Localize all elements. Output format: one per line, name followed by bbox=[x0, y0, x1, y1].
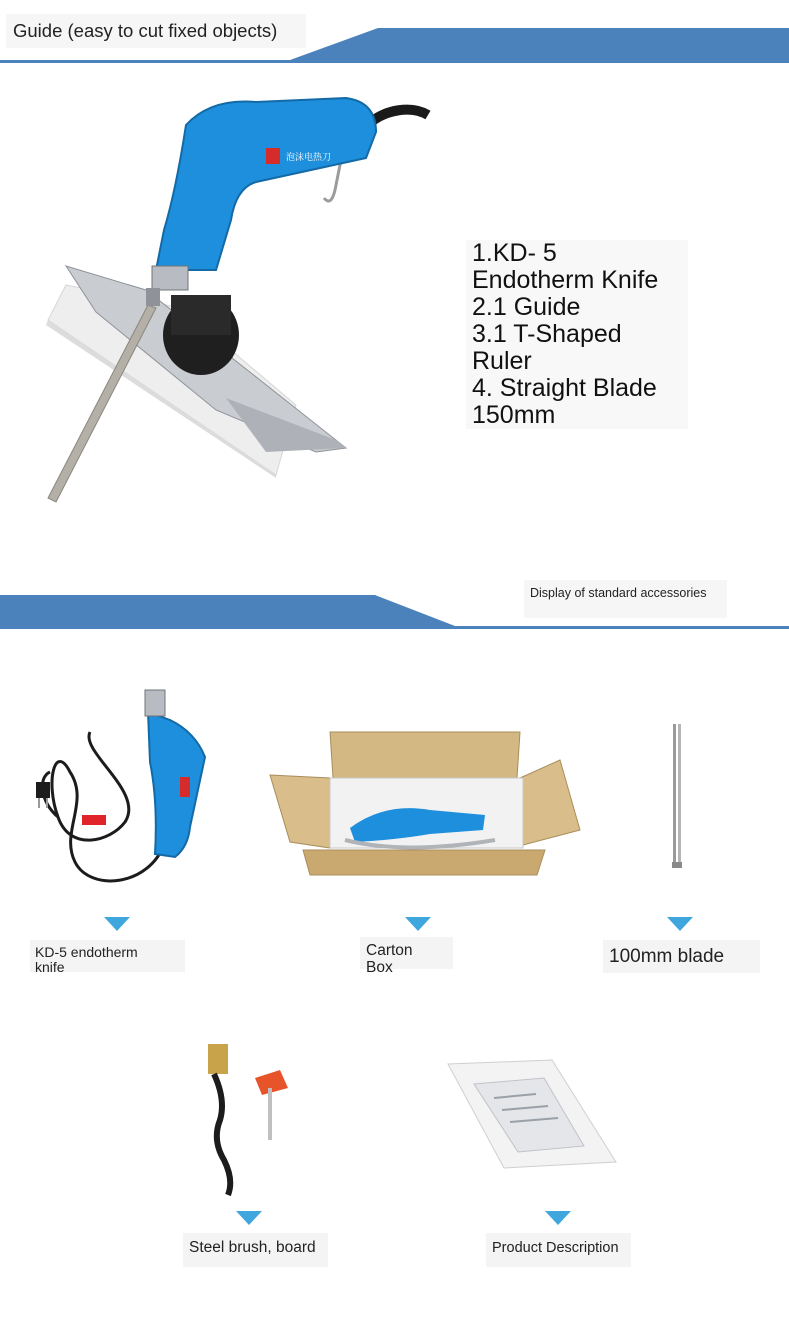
kit-item-line: Ruler bbox=[472, 347, 532, 375]
hot-knife-with-cord-image bbox=[30, 682, 220, 902]
down-arrow-icon bbox=[236, 1211, 262, 1225]
accessory-label-description: Product Description bbox=[486, 1233, 631, 1267]
kit-item-line: 150mm bbox=[472, 401, 556, 429]
straight-blade-image bbox=[668, 722, 688, 872]
accessory-label-brush: Steel brush, board bbox=[183, 1233, 328, 1267]
down-arrow-icon bbox=[104, 917, 130, 931]
hot-knife-product-image bbox=[36, 80, 436, 520]
kit-item-line: Endotherm Knife bbox=[472, 266, 659, 294]
accessory-label-knife: KD-5 endotherm knife bbox=[30, 940, 185, 972]
down-arrow-icon bbox=[545, 1211, 571, 1225]
down-arrow-icon bbox=[405, 917, 431, 931]
accessory-label-carton: Carton Box bbox=[360, 937, 453, 969]
kit-item-line: 2.1 Guide bbox=[472, 293, 581, 321]
handle-brand-text: 泡沫电热刀 bbox=[286, 153, 332, 163]
kit-item-line: 4. Straight Blade bbox=[472, 374, 657, 402]
kit-item-line: 3.1 T-Shaped bbox=[472, 320, 622, 348]
steel-brush-and-wrench-image bbox=[200, 1040, 300, 1200]
accessory-label-blade: 100mm blade bbox=[603, 940, 760, 973]
instruction-sheet-bag-image bbox=[444, 1058, 620, 1170]
kit-item-line: 1.KD- 5 bbox=[472, 239, 557, 267]
down-arrow-icon bbox=[667, 917, 693, 931]
guide-section-title: Guide (easy to cut fixed objects) bbox=[6, 14, 306, 48]
accessories-section-title: Display of standard accessories bbox=[524, 580, 727, 618]
kit-contents-list bbox=[466, 240, 688, 429]
open-carton-box-image bbox=[265, 730, 583, 878]
